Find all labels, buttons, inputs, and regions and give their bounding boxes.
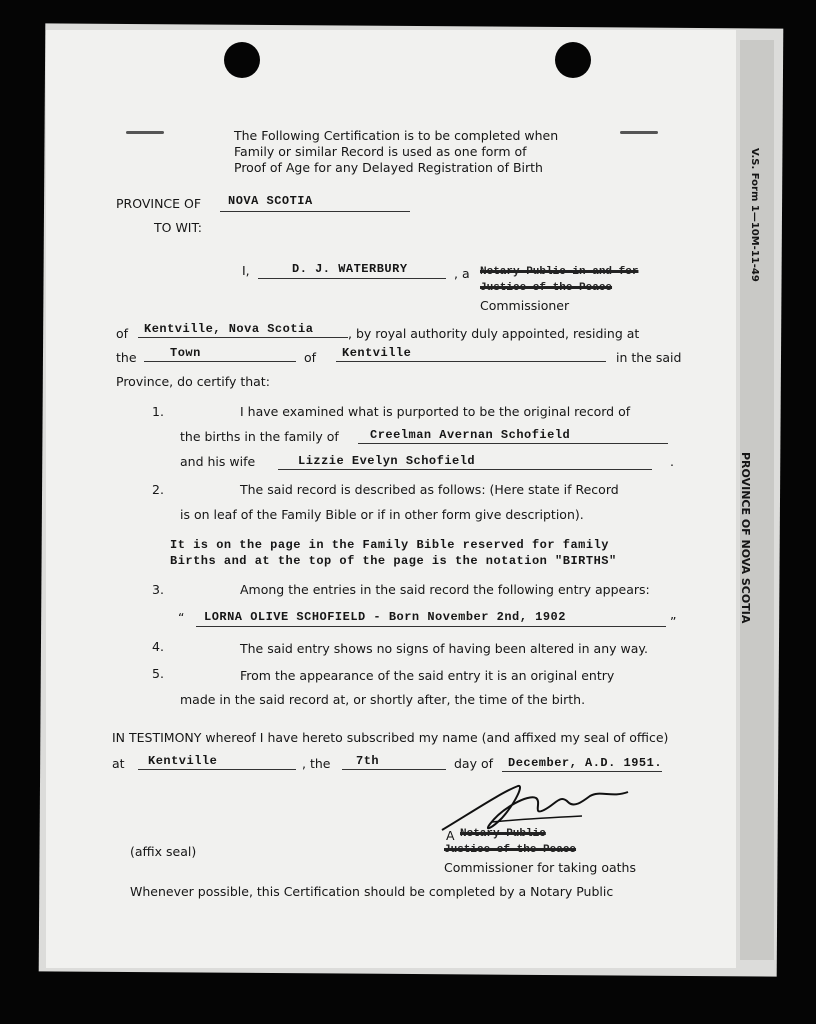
period: . bbox=[670, 454, 674, 469]
struck-title-1: Notary Public in and for bbox=[480, 266, 639, 278]
place-name-line bbox=[336, 361, 606, 362]
royal-text: , by royal authority duly appointed, residing at bbox=[348, 326, 640, 341]
affix-seal-label: (affix seal) bbox=[130, 844, 197, 859]
wife-name: Lizzie Evelyn Schofield bbox=[298, 454, 476, 468]
sig-struck-1: Notary Public bbox=[460, 828, 546, 840]
official-name-line bbox=[258, 278, 446, 279]
side-province-label: PROVINCE OF NOVA SCOTIA bbox=[739, 452, 752, 624]
testimony-text: IN TESTIMONY whereof I have hereto subscribed my name (and affixed my seal of office) bbox=[112, 730, 669, 745]
sign-month-year: December, A.D. 1951. bbox=[508, 756, 663, 770]
struck-title-2: Justice of the Peace bbox=[480, 282, 613, 294]
father-name-line bbox=[358, 443, 668, 444]
header-line-1: The Following Certification is to be completed when bbox=[234, 128, 559, 143]
birth-entry-line bbox=[196, 626, 666, 627]
at-label: at bbox=[112, 756, 125, 771]
place-name: Kentville bbox=[342, 346, 412, 360]
item-2-instruction: is on leaf of the Family Bible or if in other form give description). bbox=[180, 507, 584, 522]
province-value: NOVA SCOTIA bbox=[228, 194, 313, 208]
item-5-text: From the appearance of the said entry it is an original entry bbox=[240, 668, 615, 683]
father-name: Creelman Avernan Schofield bbox=[370, 428, 571, 442]
close-quote: ” bbox=[670, 614, 677, 629]
place-type: Town bbox=[170, 346, 201, 360]
item-1-number: 1. bbox=[152, 404, 164, 419]
wife-name-line bbox=[278, 469, 652, 470]
open-quote: “ bbox=[178, 610, 185, 625]
item-5-text-cont: made in the said record at, or shortly after, the time of the birth. bbox=[180, 692, 586, 707]
a-label: , a bbox=[454, 266, 470, 281]
item-4-number: 4. bbox=[152, 639, 164, 654]
sign-day: 7th bbox=[356, 754, 380, 768]
item-1-text: I have examined what is purported to be the original record of bbox=[240, 404, 631, 419]
to-wit-label: TO WIT: bbox=[154, 220, 202, 235]
residence-line bbox=[138, 337, 348, 338]
punch-hole-right bbox=[555, 42, 591, 78]
form-code: V.S. Form 1—10M-11-49 bbox=[749, 148, 760, 282]
birth-entry: LORNA OLIVE SCHOFIELD - Born November 2nd, 1902 bbox=[204, 610, 566, 624]
fold-mark bbox=[126, 131, 164, 134]
day-of-label: day of bbox=[454, 756, 494, 771]
the-label: the bbox=[116, 350, 137, 365]
sig-title: Commissioner for taking oaths bbox=[444, 860, 636, 875]
footer-note: Whenever possible, this Certification should be completed by a Notary Public bbox=[130, 884, 614, 899]
item-2-text: The said record is described as follows: (Here state if Record bbox=[240, 482, 619, 497]
province-label: PROVINCE OF bbox=[116, 196, 202, 211]
of-label: of bbox=[116, 326, 129, 341]
wife-label: and his wife bbox=[180, 454, 256, 469]
item-1-family-label: the births in the family of bbox=[180, 429, 339, 444]
place-type-line bbox=[144, 361, 296, 362]
i-label: I, bbox=[242, 263, 250, 278]
record-description-1: It is on the page in the Family Bible reserved for family bbox=[170, 538, 609, 552]
punch-hole-left bbox=[224, 42, 260, 78]
official-name: D. J. WATERBURY bbox=[292, 262, 408, 276]
item-2-number: 2. bbox=[152, 482, 164, 497]
header-line-3: Proof of Age for any Delayed Registration of Birth bbox=[234, 160, 543, 175]
in-said-label: in the said bbox=[616, 350, 682, 365]
of-label-2: of bbox=[304, 350, 317, 365]
sig-a-label: A bbox=[446, 828, 455, 843]
fold-mark bbox=[620, 131, 658, 134]
residence: Kentville, Nova Scotia bbox=[144, 322, 314, 336]
commissioner-label: Commissioner bbox=[480, 298, 570, 313]
sign-day-line bbox=[342, 769, 446, 770]
item-4-text: The said entry shows no signs of having been altered in any way. bbox=[240, 641, 648, 656]
item-3-text: Among the entries in the said record the following entry appears: bbox=[240, 582, 650, 597]
sign-place: Kentville bbox=[148, 754, 218, 768]
sig-struck-2: Justice of the Peace bbox=[444, 844, 577, 856]
the-label-2: , the bbox=[302, 756, 331, 771]
item-5-number: 5. bbox=[152, 666, 164, 681]
certificate-page bbox=[46, 30, 736, 968]
item-3-number: 3. bbox=[152, 582, 164, 597]
header-line-2: Family or similar Record is used as one form of bbox=[234, 144, 527, 159]
sign-place-line bbox=[138, 769, 296, 770]
province-line bbox=[220, 211, 410, 212]
record-description-2: Births and at the top of the page is the notation "BIRTHS" bbox=[170, 554, 617, 568]
certify-text: Province, do certify that: bbox=[116, 374, 270, 389]
